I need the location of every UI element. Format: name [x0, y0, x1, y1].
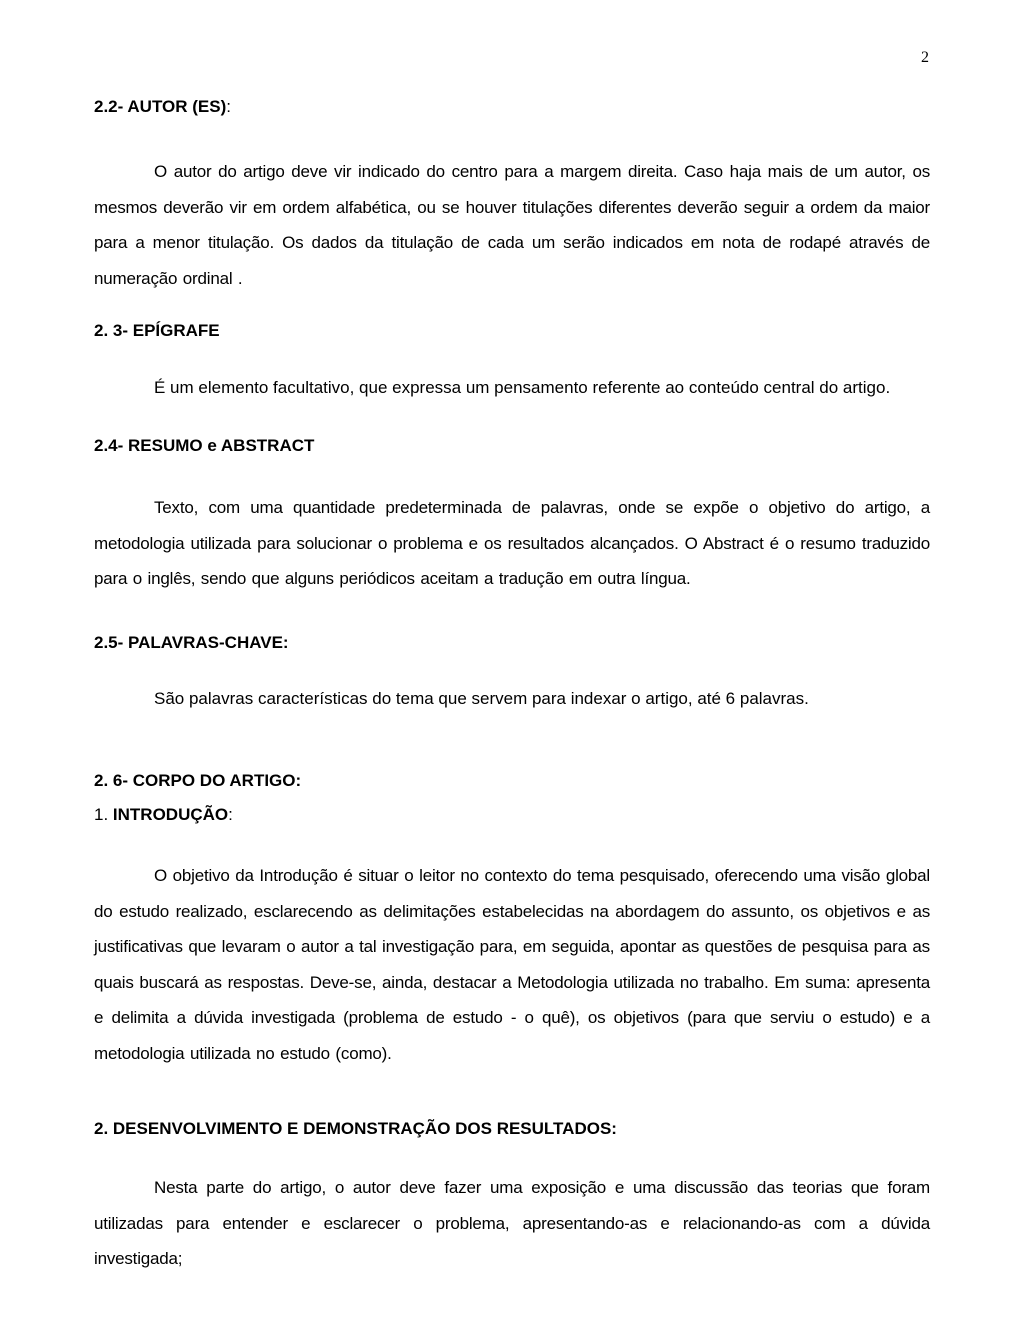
heading-palavras-chave: 2.5- PALAVRAS-CHAVE: — [94, 633, 289, 652]
paragraph-palavras-chave: São palavras características do tema que servem para indexar o artigo, até 6 palavras. — [154, 689, 809, 708]
heading-autor-colon: : — [226, 97, 231, 116]
heading-introducao: INTRODUÇÃO — [112, 805, 229, 824]
heading-resumo: 2.4- RESUMO e ABSTRACT — [94, 436, 315, 455]
paragraph-autor: O autor do artigo deve vir indicado do centro para a margem direita. Caso haja mais de um autor, os mesmos deverão vir em ordem alfabética, ou se houver titulações diferentes deverão seguir a ordem da maior para a menor titulação. Os dados da titulação de cada um serão indicados em nota de rodapé através de numeração ordinal . — [94, 162, 930, 288]
heading-desenvolvimento: 2. DESENVOLVIMENTO E DEMONSTRAÇÃO DOS RESULTADOS: — [94, 1119, 617, 1138]
section-heading-introducao — [94, 805, 930, 825]
heading-introducao-colon: : — [228, 805, 233, 824]
heading-autor: 2.2- AUTOR (ES) — [94, 97, 227, 116]
page-number: 2 — [921, 49, 929, 66]
paragraph-resumo: Texto, com uma quantidade predeterminada de palavras, onde se expõe o objetivo do artigo, a metodologia utilizada para solucionar o problema e os resultados alcançados. O Abstract é o resumo traduzido para o inglês, sendo que alguns periódicos aceitam a tradução em outra língua. — [94, 498, 930, 588]
paragraph-desenvolvimento: Nesta parte do artigo, o autor deve fazer uma exposição e uma discussão das teorias que foram utilizadas para entender e esclarecer o problema, apresentando-as e relacionando-as com a dúvida investigada; — [94, 1178, 930, 1268]
paragraph-epigrafe: É um elemento facultativo, que expressa um pensamento referente ao conteúdo central do artigo. — [154, 378, 891, 397]
heading-epigrafe: 2. 3- EPÍGRAFE — [94, 321, 220, 340]
section-heading-autor — [94, 97, 930, 117]
heading-corpo: 2. 6- CORPO DO ARTIGO: — [94, 771, 302, 790]
introducao-number: 1. — [94, 805, 113, 824]
paragraph-introducao: O objetivo da Introdução é situar o leitor no contexto do tema pesquisado, oferecendo uma visão global do estudo realizado, esclarecendo as delimitações estabelecidas na abordagem do assunto, os objetivos e as justificativas que levaram o autor a tal investigação para, em seguida, apontar as questões de pesquisa para as quais buscará as respostas. Deve-se, ainda, destacar a Metodologia utilizada no trabalho. Em suma: apresenta e delimita a dúvida investigada (problema de estudo - o quê), os objetivos (para que serviu o estudo) e a metodologia utilizada no estudo (como). — [94, 866, 930, 1063]
